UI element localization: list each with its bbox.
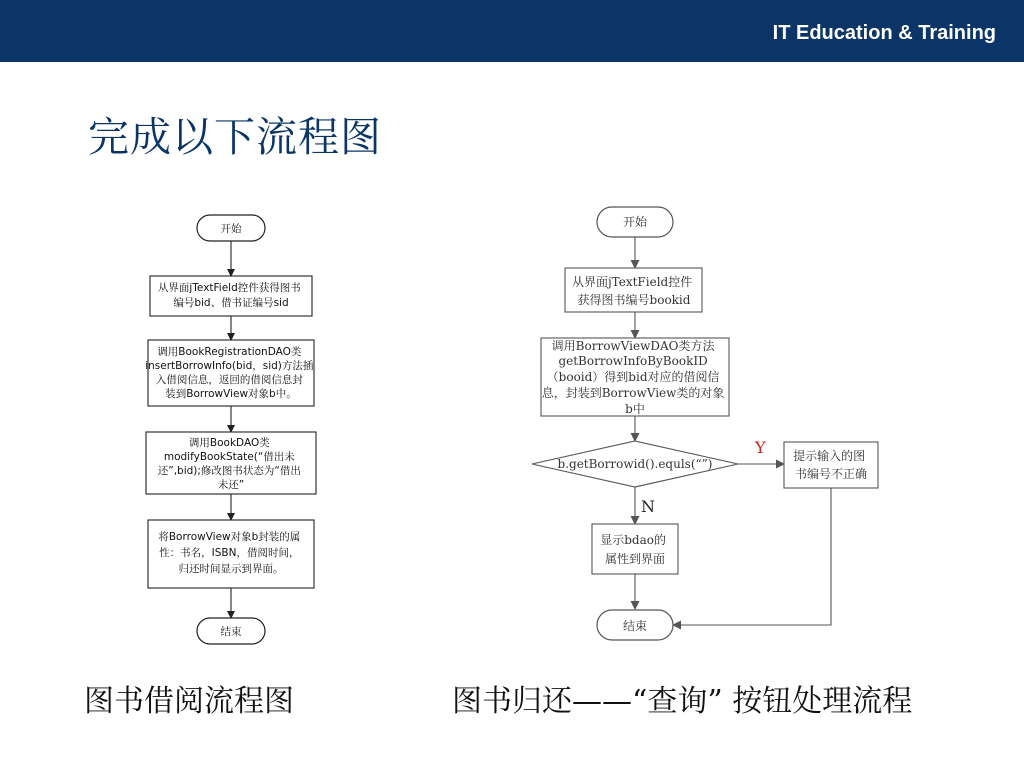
left-caption: 图书借阅流程图 bbox=[84, 684, 294, 719]
left-step2-text: 调用BookRegistrationDAO类 insertBorrowInfo(bid，sid)方法插 入借阅信息，返回的借阅信息封 装到BorrowView对象b中。 bbox=[145, 346, 314, 400]
right-no-label: N bbox=[641, 497, 655, 516]
right-yes-label: Y bbox=[755, 438, 766, 457]
right-show-box bbox=[592, 524, 678, 574]
right-show-text: 显示bdao的 属性到界面 bbox=[600, 533, 666, 566]
right-decision-text: b.getBorrowid().equls(“”) bbox=[557, 457, 713, 471]
right-flowchart bbox=[532, 207, 878, 640]
right-connector-error-to-end bbox=[673, 488, 831, 625]
left-end-label: 结束 bbox=[220, 626, 242, 638]
right-caption: 图书归还——“查询” 按钮处理流程 bbox=[452, 684, 913, 719]
right-end-label: 结束 bbox=[622, 619, 648, 633]
right-start-label: 开始 bbox=[622, 215, 648, 229]
left-step3-text: 调用BookDAO类 modifyBookState(“借出未 还”,bid);修改图书状态为“借出 未还” bbox=[157, 437, 301, 491]
right-error-text: 提示输入的图 书编号不正确 bbox=[793, 449, 868, 481]
left-flowchart bbox=[145, 215, 317, 644]
left-start-label: 开始 bbox=[220, 223, 242, 235]
right-step1-text: 从界面jTextField控件 获得图书编号bookid bbox=[571, 275, 693, 307]
left-step1-text: 从界面jTextField控件获得图书 编号bid、借书证编号sid bbox=[157, 282, 301, 309]
slide-title: 完成以下流程图 bbox=[88, 113, 382, 161]
brand-text: IT Education & Training bbox=[772, 22, 996, 44]
right-step2-text: 调用BorrowViewDAO类方法 getBorrowInfoByBookID （booid）得到bid对应的借阅信 息，封装到BorrowView类的对象 b中 bbox=[541, 339, 725, 416]
left-step4-text: 将BorrowView对象b封装的属 性：书名，ISBN，借阅时间， 归还时间显示到界面。 bbox=[158, 531, 301, 575]
